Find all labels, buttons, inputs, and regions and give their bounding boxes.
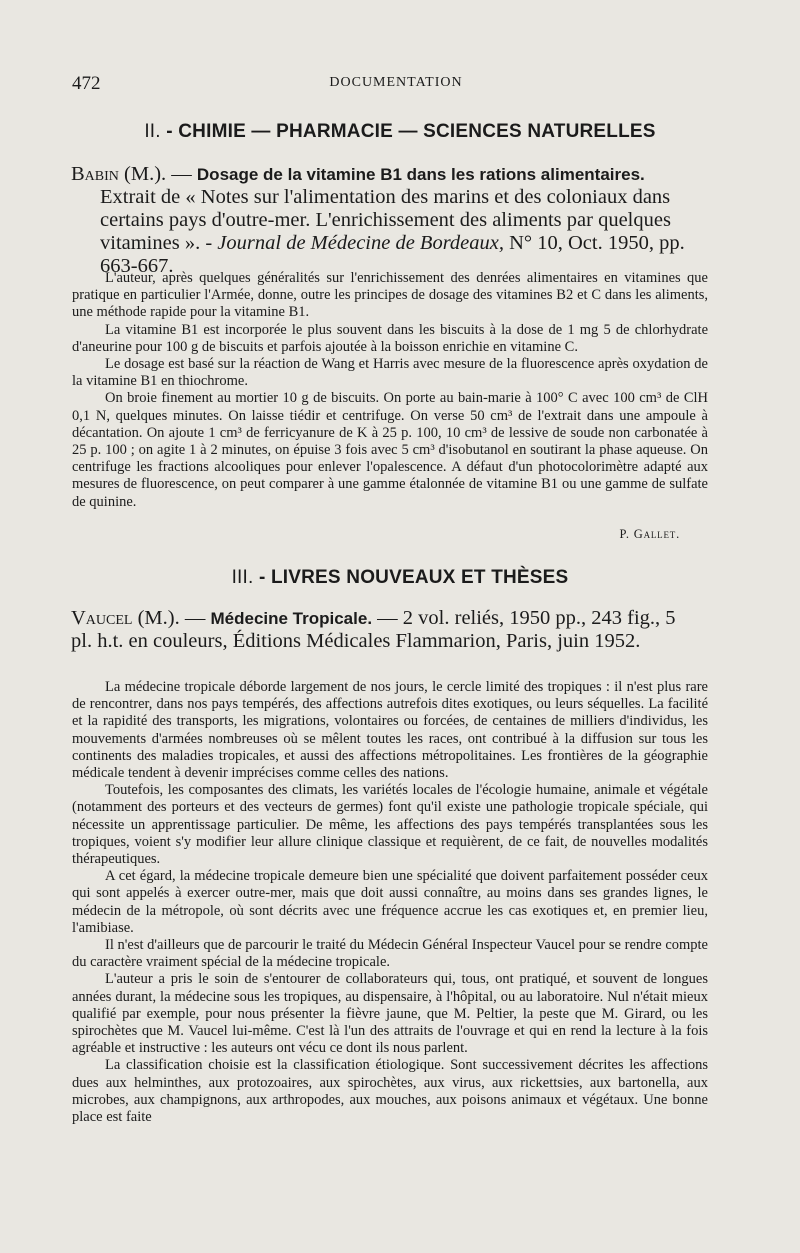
citation: N° 10, Oct. 1950, pp. 663-667.: [100, 232, 685, 277]
section-title: - CHIMIE — PHARMACIE — SCIENCES NATURELLES: [160, 121, 656, 142]
body-paragraph: L'auteur, après quelques généralités sur l'enrichissement des denrées alimentaires en vitamines que pratique en particulier l'Armée, donne, outre les principes de dosage des vitamines B2 et C dans les aliments, une méthode rapide pour la vitamine B1.: [72, 270, 708, 321]
entry-description: — 2 vol. reliés, 1950 pp., 243 fig., 5 pl. h.t. en couleurs, Éditions Médicales Flammarion, Paris, juin 1952.: [71, 607, 676, 652]
body-paragraph: La médecine tropicale déborde largement de nos jours, le cercle limité des tropiques : il n'est plus rare de rencontrer, dans nos pays tempérés, des affections autrefois dites exotiques, ou leurs séquelles. La facilité et la rapidité des transports, les migrations, volontaires ou forcées, de centaines de milliers d'individus, les mouvements d'armées nombreuses où se mêlent toutes les races, ont contribué à la diffusion sur tous les continents des maladies tropicales, et aussi des affections métropolitaines. Les frontières de la géographie médicale tendent à devenir imprécises comme celles des nations.: [72, 679, 708, 782]
body-paragraph: Toutefois, les composantes des climats, les variétés locales de l'écologie humaine, animale et végétale (notamment des porteurs et des vecteurs de germes) font qu'il existe une pathologie tropicale spéciale, qui nécessite un apprentissage particulier. De même, les affections des pays tempérés transplantées sous les tropiques, voient s'y modifier leur allure clinique classique et requièrent, de ce fait, de nouvelles modalités thérapeutiques.: [72, 782, 708, 868]
journal-name: Journal de Médecine de Bordeaux,: [217, 232, 504, 254]
section-heading-iii: [0, 567, 800, 589]
section-number: III.: [231, 567, 254, 588]
signature: P. Gallet.: [619, 527, 680, 541]
body-paragraph: Il n'est d'ailleurs que de parcourir le traité du Médecin Général Inspecteur Vaucel pour se rendre compte du caractère vraiment spécial de la médecine tropicale.: [72, 937, 708, 971]
body-paragraph: A cet égard, la médecine tropicale demeure bien une spécialité que doivent parfaitement posséder ceux qui sont appelés à exercer outre-mer, mais que doit aussi connaître, au moins dans ses grandes lignes, le médecin de la métropole, où sont décrits avec une fréquence accrue les cas exotiques et, en premier lieu, l'amibiase.: [72, 868, 708, 936]
body-paragraph: L'auteur a pris le soin de s'entourer de collaborateurs qui, tous, ont pratiqué, et souvent de longues années durant, la médecine sous les tropiques, au dispensaire, à l'hôpital, ou au laboratoire. Nul n'était mieux qualifié par exemple, pour nous présenter la fièvre jaune, que M. Peltier, la peste que M. Girard, ou les spirochètes que M. Vaucel lui-même. C'est là l'un des attraits de l'ouvrage et qui en rend la lecture à la fois agréable et instructive : les auteurs ont vécu ce dont ils nous parlent.: [72, 971, 708, 1057]
page-number: 472: [72, 73, 101, 94]
entry-description: Extrait de « Notes sur l'alimentation des marins et des coloniaux dans certains pays d'outre-mer. L'enrichissement des aliments par quelques vitamines ». -: [100, 186, 671, 254]
section-number: II.: [144, 121, 161, 142]
entry-author: Babin (M.).: [71, 163, 167, 185]
entry-body-vaucel: [72, 679, 708, 1126]
running-title: DOCUMENTATION: [329, 75, 463, 90]
body-paragraph: La classification choisie est la classification étiologique. Sont successivement décrites les affections dues aux helminthes, aux protozoaires, aux spirochètes, aux virus, aux rickettsies, aux bartonella, aux microbes, aux champignons, aux arthropodes, aux mouches, aux poisons animaux et végétaux. Une bonne place est faite: [72, 1057, 708, 1126]
body-paragraph: Le dosage est basé sur la réaction de Wang et Harris avec mesure de la fluorescence après oxydation de la vitamine B1 en thiochrome.: [72, 356, 708, 390]
entry-title: Médecine Tropicale.: [210, 609, 373, 628]
entry-title: Dosage de la vitamine B1 dans les rations alimentaires.: [196, 165, 645, 184]
entry-body-babin: [72, 270, 708, 511]
section-heading-ii: [0, 121, 800, 143]
body-paragraph: On broie finement au mortier 10 g de biscuits. On porte au bain-marie à 100° C avec 100 cm³ de ClH 0,1 N, quelques minutes. On laisse tiédir et centrifuge. On verse 50 cm³ de l'extrait dans une ampoule à décantation. On ajoute 1 cm³ de ferricyanure de K à 25 p. 100, 10 cm³ de lessive de soude non carbonatée à 25 p. 100 ; on agite 1 à 2 minutes, on épuise 3 fois avec 5 cm³ d'isobutanol en soutirant la phase aqueuse. On centrifuge les fractions alcooliques pour enlever l'opalescence. A défaut d'un photocolorimètre adapté aux mesures de fluorescence, on peut comparer à une gamme étalonnée de vitamine B1 ou une gamme de sulfate de quinine.: [72, 390, 708, 510]
entry-heading-vaucel: Vaucel (M.). — Médecine Tropicale. — 2 vol. reliés, 1950 pp., 243 fig., 5 pl. h.t. en couleurs, Éditions Médicales Flammarion, Paris, juin 1952.: [71, 607, 676, 652]
entry-heading-babin: Babin (M.). — Dosage de la vitamine B1 dans les rations alimentaires. Extrait de « Notes sur l'alimentation des marins et des coloniaux dans certains pays d'outre-mer. L'enrichissement des aliments par quelques vitamines ». - Journal de Médecine de Bordeaux, N° 10, Oct. 1950, pp. 663-667.: [71, 163, 685, 277]
section-title: - LIVRES NOUVEAUX ET THÈSES: [253, 567, 569, 588]
body-paragraph: La vitamine B1 est incorporée le plus souvent dans les biscuits à la dose de 1 mg 5 de chlorhydrate d'aneurine pour 100 g de biscuits et parfois ajoutée à la boisson enrichie en vitamine C.: [72, 321, 708, 355]
entry-author: Vaucel (M.).: [71, 607, 180, 629]
running-header: [72, 73, 720, 95]
